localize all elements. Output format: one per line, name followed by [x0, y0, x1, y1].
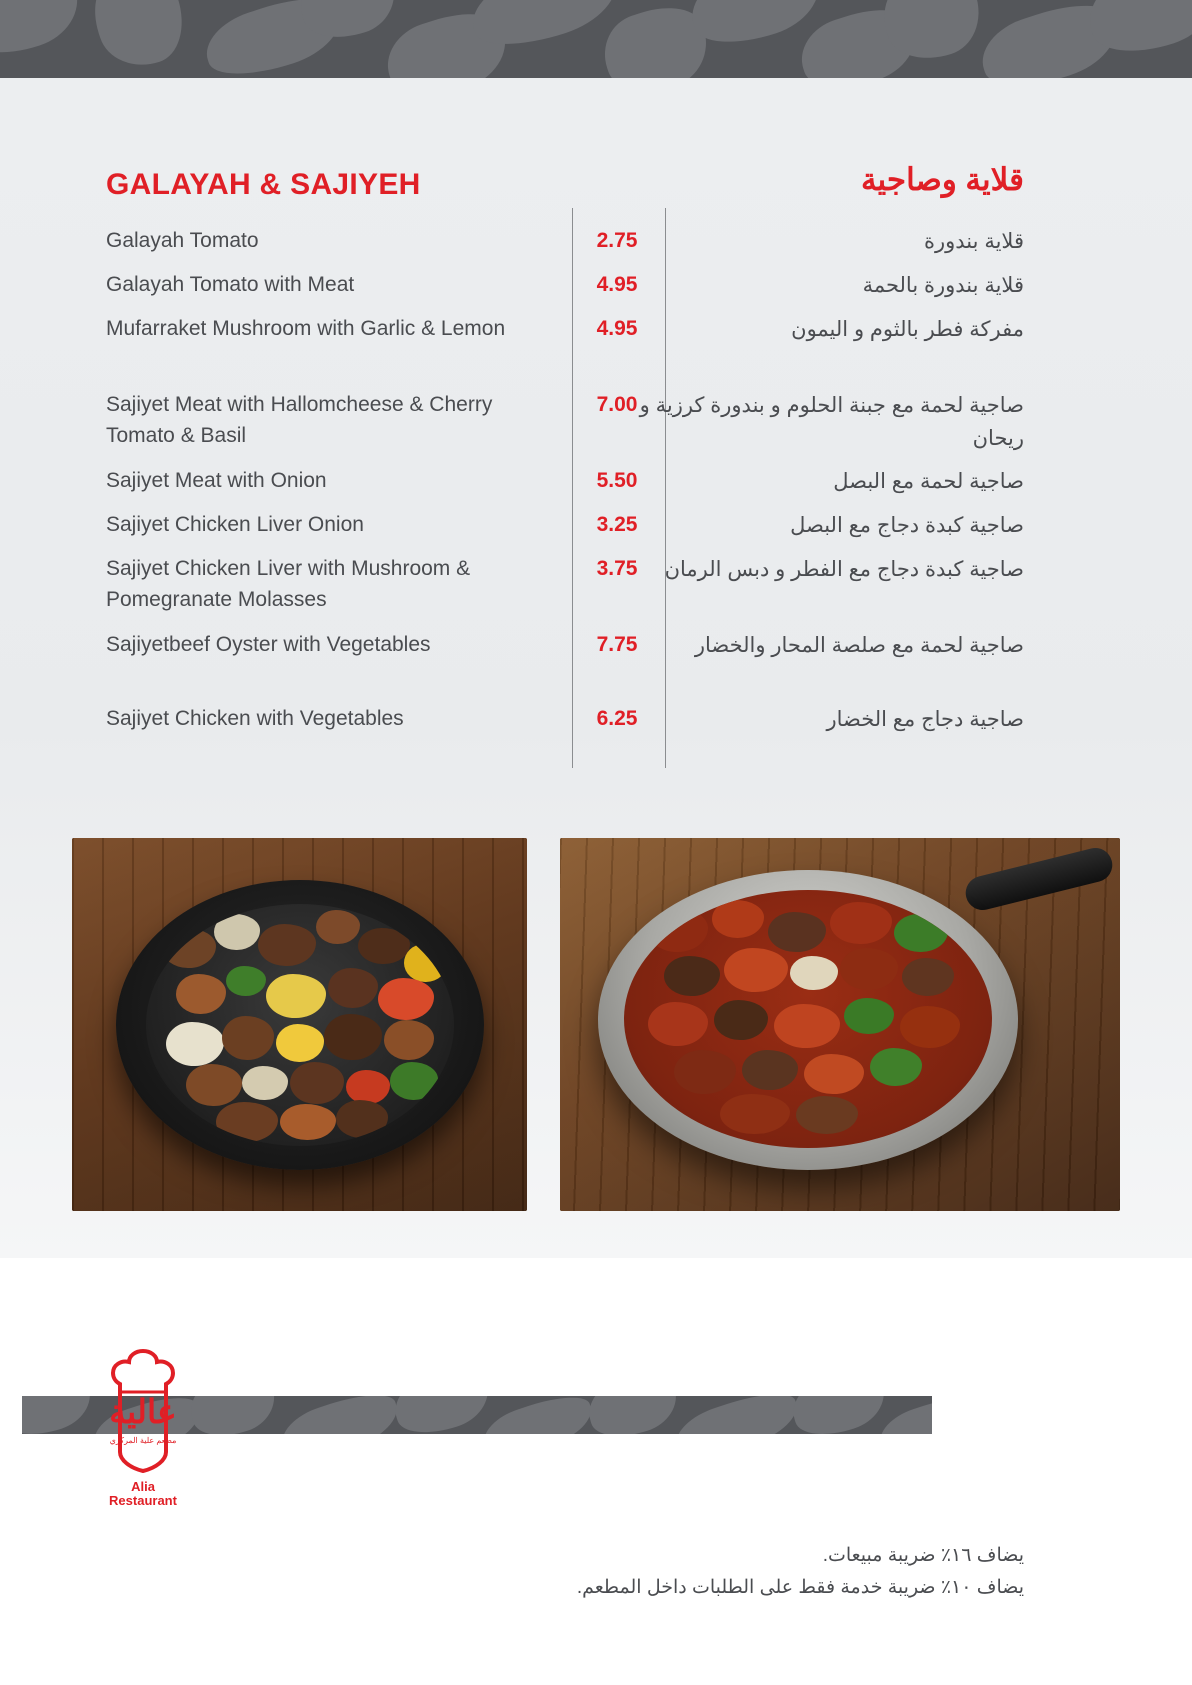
- item-price: 5.50: [596, 469, 638, 492]
- menu-item-row: [0, 313, 1192, 389]
- steel-pan: [598, 870, 1018, 1170]
- logo-english-line2: Restaurant: [109, 1493, 177, 1508]
- item-name-en: Sajiyet Meat with Onion: [106, 469, 327, 492]
- item-name-en: Sajiyet Chicken Liver Onion: [106, 513, 364, 536]
- skillet-interior: [146, 904, 454, 1146]
- item-price: 6.25: [596, 707, 638, 730]
- item-name-ar: صاجية كبدة دجاج مع الفطر و دبس الرمان: [664, 558, 1024, 581]
- item-price: 2.75: [596, 229, 638, 252]
- tax-note-sales: يضاف ١٦٪ ضريبة مبيعات.: [822, 1545, 1024, 1566]
- item-name-ar: صاجية لحمة مع صلصة المحار والخضار: [694, 634, 1024, 657]
- footer-tax-notes: [324, 1540, 1024, 1604]
- food-photo-skillet: [72, 838, 527, 1211]
- menu-item-row: [0, 269, 1192, 313]
- item-name-ar: صاجية لحمة مع البصل: [833, 470, 1024, 493]
- logo-arabic-name: عالية: [109, 1393, 177, 1430]
- menu-item-row: [0, 465, 1192, 509]
- item-price: 4.95: [596, 317, 638, 340]
- item-name-ar: مفركة فطر بالثوم و اليمون: [791, 318, 1024, 341]
- section-title-ar: قلاية وصاجية: [860, 162, 1024, 197]
- item-name-ar: صاجية لحمة مع جبنة الحلوم و بندورة كرزية و ريحان: [639, 394, 1024, 450]
- item-price: 7.75: [596, 633, 638, 656]
- restaurant-logo: [78, 1348, 208, 1533]
- logo-shield-icon: [91, 1348, 195, 1474]
- pan-interior: [624, 890, 992, 1148]
- menu-item-row: [0, 629, 1192, 703]
- item-price: 7.00: [596, 393, 638, 416]
- menu-item-row: [0, 509, 1192, 553]
- item-name-ar: صاجية كبدة دجاج مع البصل: [790, 514, 1024, 537]
- item-name-ar: صاجية دجاج مع الخضار: [826, 708, 1024, 731]
- logo-arabic-subtitle: مطعم علية المركزي: [109, 1436, 177, 1445]
- cast-iron-skillet: [116, 880, 484, 1170]
- menu-item-row: [0, 553, 1192, 629]
- item-name-en: Galayah Tomato: [106, 229, 259, 252]
- tax-note-service: يضاف ١٠٪ ضريبة خدمة فقط على الطلبات داخل المطعم.: [576, 1577, 1024, 1598]
- item-name-en: Mufarraket Mushroom with Garlic & Lemon: [106, 317, 506, 340]
- item-name-ar: قلاية بندورة بالحمة: [862, 274, 1024, 297]
- menu-item-row: [0, 389, 1192, 465]
- section-title-en: GALAYAH & SAJIYEH: [106, 168, 421, 201]
- top-decorative-band: [0, 0, 1192, 78]
- item-price: 3.25: [596, 513, 638, 536]
- menu-item-row: [0, 225, 1192, 269]
- item-name-en: Sajiyet Chicken Liver with Mushroom & Pomegranate Molasses: [106, 557, 471, 611]
- item-name-ar: قلاية بندورة: [924, 230, 1024, 253]
- item-price: 4.95: [596, 273, 638, 296]
- item-name-en: Sajiyet Chicken with Vegetables: [106, 707, 404, 730]
- item-name-en: Sajiyetbeef Oyster with Vegetables: [106, 633, 431, 656]
- item-name-en: Sajiyet Meat with Hallomcheese & Cherry Tomato & Basil: [106, 393, 493, 447]
- logo-english-line1: Alia: [131, 1479, 155, 1494]
- logo-english-name: [78, 1480, 208, 1508]
- menu-item-list: [0, 225, 1192, 751]
- food-photo-pan: [560, 838, 1120, 1211]
- menu-item-row: [0, 703, 1192, 751]
- item-price: 3.75: [596, 557, 638, 580]
- item-name-en: Galayah Tomato with Meat: [106, 273, 355, 296]
